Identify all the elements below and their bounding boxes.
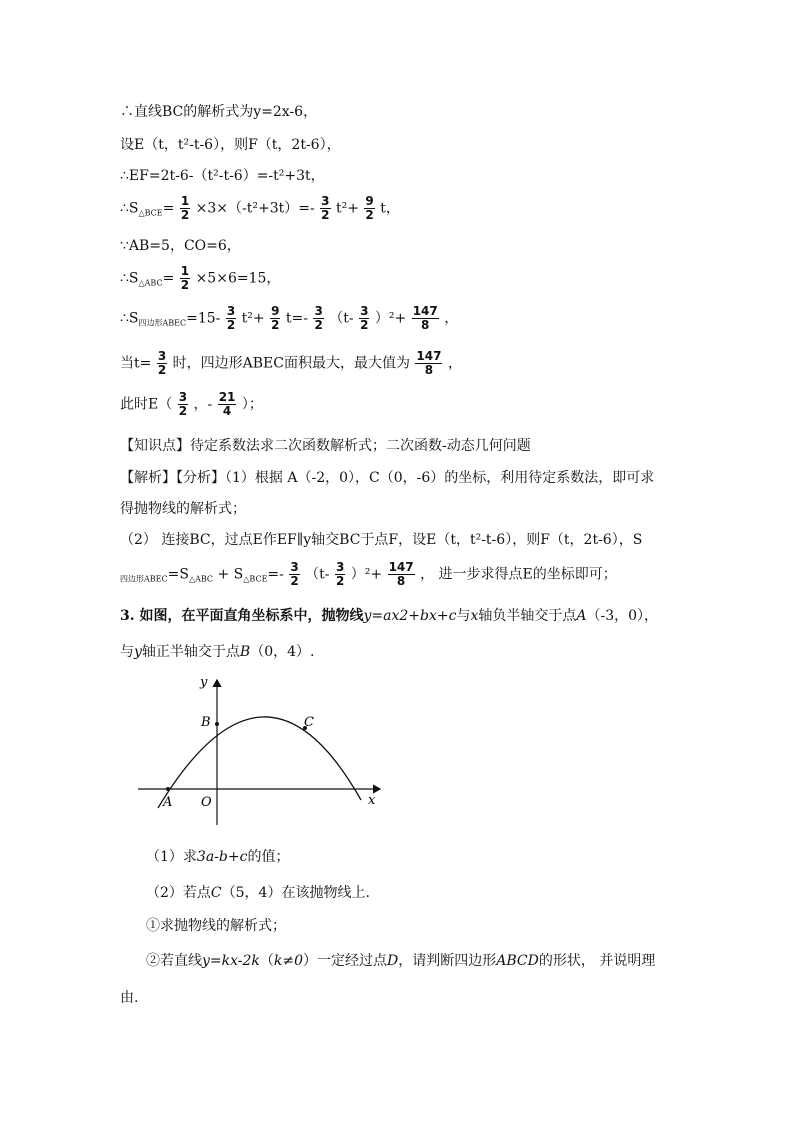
fraction-nine-half: $\frac{9}{2}$ xyxy=(365,194,374,222)
fraction-three-half: $\frac{3}{2}$ xyxy=(321,194,330,222)
point-a xyxy=(166,787,170,791)
knowledge-point: 【知识点】待定系数法求二次函数解析式；二次函数-动态几何问题 xyxy=(120,438,531,454)
solution-line-2: 设E（t，t²-t-6），则F（t，2t-6）， xyxy=(120,137,341,153)
part-2-1: ①求抛物线的解析式； xyxy=(146,918,286,934)
label-y: y xyxy=(200,675,208,690)
solution-line-6: $\therefore S_{\triangle ABC}=$ $\frac{1}{2}$ ×5×6=15， xyxy=(120,264,281,292)
solution-line-8: 当t= $\frac{3}{2}$ 时，四边形ABEC面积最大，最大值为 $\frac{147}{8}$ ， xyxy=(120,349,462,377)
fraction-max: $\frac{147}{8}$ xyxy=(388,560,414,588)
part-1: （1）求3a-b+c的值； xyxy=(146,849,290,865)
label-b: B xyxy=(201,715,211,730)
part-2: （2）若点C（5，4）在该抛物线上. xyxy=(146,885,370,901)
solution-line-1: ∴直线BC的解析式为y=2x-6， xyxy=(120,104,318,120)
analysis-line-1: 【解析】【分析】（1）根据 A（-2，0），C（0，-6）的坐标，利用待定系数法，即可求 xyxy=(120,470,655,486)
label-a: A xyxy=(163,795,173,810)
parabola-curve xyxy=(158,717,361,808)
fraction-three-half: $\frac{3}{2}$ xyxy=(226,304,236,332)
label-o: O xyxy=(201,795,212,810)
fraction-three-half: $\frac{3}{2}$ xyxy=(157,349,167,377)
solution-line-5: ∵AB=5，CO=6， xyxy=(120,238,241,254)
fraction-three-half: $\frac{3}{2}$ xyxy=(314,304,323,332)
part-2-2-cont: 由. xyxy=(120,990,139,1006)
fraction-half: $\frac{1}{2}$ xyxy=(180,264,190,292)
fraction-half: $\frac{1}{2}$ xyxy=(180,194,190,222)
label-c: C xyxy=(304,715,314,730)
fraction-nine-half: $\frac{9}{2}$ xyxy=(271,304,280,332)
label-x: x xyxy=(368,793,376,808)
parabola-figure xyxy=(135,670,395,830)
question-3-line-2: 与y轴正半轴交于点B（0，4）. xyxy=(120,644,315,660)
fraction-max: $\frac{147}{8}$ xyxy=(412,304,438,332)
fraction-e-y: $\frac{21}{4}$ xyxy=(218,390,236,418)
part-2-2: ②若直线y=kx-2k（k≠0）一定经过点D，请判断四边形ABCD的形状， 并说明理 xyxy=(146,953,656,969)
solution-line-3: ∴EF=2t-6-（t²-t-6）=-t²+3t， xyxy=(120,168,325,184)
solution-line-9: 此时E（ $\frac{3}{2}$ ，- $\frac{21}{4}$ ）； xyxy=(120,390,263,418)
question-3-line-1: 3. 如图，在平面直角坐标系中，抛物线y=ax2+bx+c与x轴负半轴交于点A（-3，0）， xyxy=(120,608,659,624)
solution-line-4: $\therefore S_{\triangle BCE}=$ $\frac{1}{2}$ ×3×（-t²+3t）=- $\frac{3}{2}$ t²+ $\frac{9}{2}$ t， xyxy=(120,194,400,222)
fraction-max: $\frac{147}{8}$ xyxy=(416,349,442,377)
fraction-three-half: $\frac{3}{2}$ xyxy=(360,304,369,332)
analysis-line-3: （2） 连接BC，过点E作EF∥y轴交BC于点F，设E（t，t²-t-6），则F（t，2t-6），S xyxy=(120,532,643,548)
analysis-line-2: 得抛物线的解析式； xyxy=(120,501,246,517)
fraction-three-half: $\frac{3}{2}$ xyxy=(335,560,345,588)
fraction-three-half: $\frac{3}{2}$ xyxy=(290,560,299,588)
fraction-three-half: $\frac{3}{2}$ xyxy=(178,390,188,418)
point-b xyxy=(215,722,219,726)
analysis-line-4: $_{四边形ABEC}=S_{\triangle ABC} + S_{\triangle BCE}=-$ $\frac{3}{2}$ （t- $\frac{3}{2}$ ）²+ $\frac{147}{8}$ ， 进一步求得点E的坐标即可； xyxy=(120,560,617,588)
solution-line-7: $\therefore S_{四边形ABEC}=15-$ $\frac{3}{2}$ t²+ $\frac{9}{2}$ t=- $\frac{3}{2}$ （t- $\frac{3}{2}$ ）²+ $\frac{147}{8}$ ， xyxy=(120,304,459,332)
